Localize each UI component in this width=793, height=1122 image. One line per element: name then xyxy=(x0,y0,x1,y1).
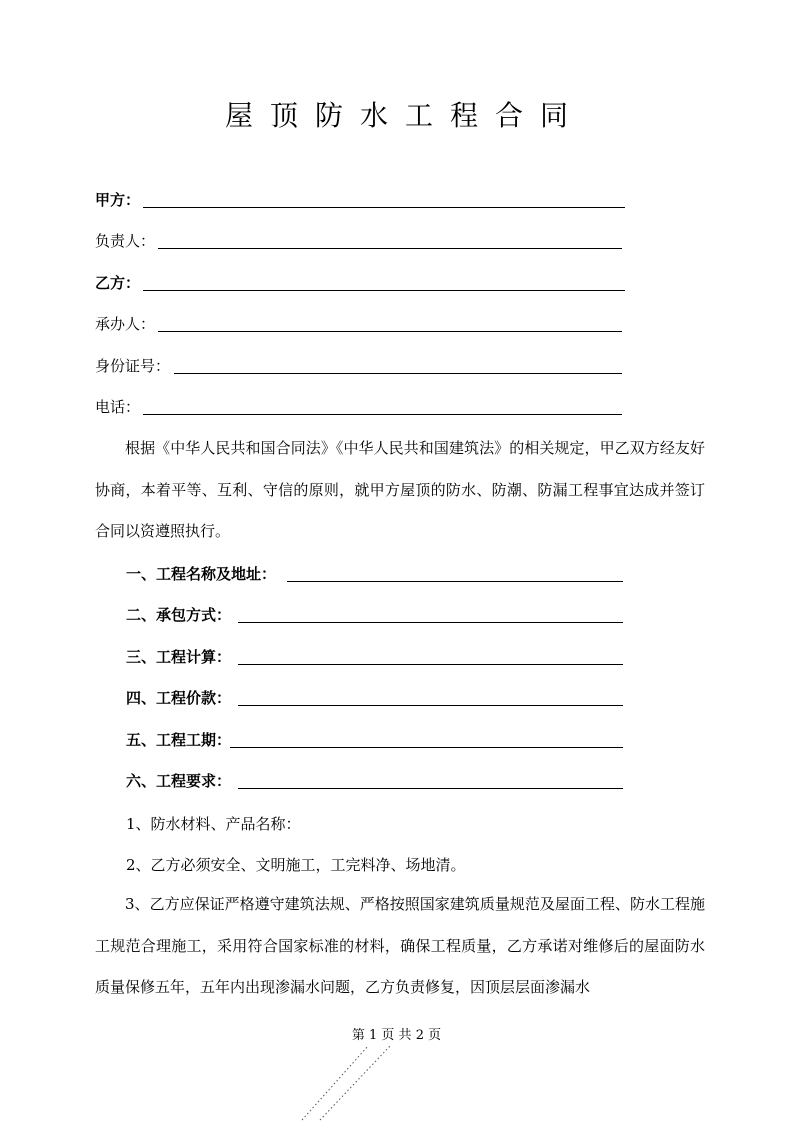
intro-paragraph: 根据《中华人民共和国合同法》《中华人民共和国建筑法》的相关规定，甲乙双方经友好协商，本着平等、互利、守信的原则，就甲方屋顶的防水、防潮、防漏工程事宜达成并签订合同以资遵照执行。 xyxy=(95,439,705,540)
page-number: 第 1 页 共 2 页 xyxy=(351,1028,442,1043)
section-row-2 xyxy=(0,604,793,626)
section-row-6 xyxy=(0,770,793,792)
requirement-item-2: 2、乙方必须安全、文明施工，工完料净、场地清。 xyxy=(126,856,466,874)
party-row-b xyxy=(0,272,793,294)
section-1-field[interactable] xyxy=(287,581,623,582)
section-row-1 xyxy=(0,563,793,585)
section-6-field[interactable] xyxy=(238,788,623,789)
dotted-seal-lines xyxy=(298,1040,418,1122)
party-a-field[interactable] xyxy=(143,207,625,208)
section-5-label: 五、工程工期： xyxy=(126,731,232,749)
section-3-label: 三、工程计算： xyxy=(126,648,232,666)
party-row-b-agent xyxy=(0,313,793,335)
party-row-id xyxy=(0,355,793,377)
section-2-label: 二、承包方式： xyxy=(126,606,232,624)
requirement-item-3: 3、乙方应保证严格遵守建筑法规、严格按照国家建筑质量规范及屋面工程、防水工程施工规范合理施工，采用符合国家标准的材料，确保工程质量，乙方承诺对维修后的屋面防水质量保修五年，五年内出现渗漏水问题，乙方负责修复，因顶层层面渗漏水 xyxy=(95,895,705,996)
party-row-a-manager xyxy=(0,230,793,252)
section-row-3 xyxy=(0,646,793,668)
section-5-field[interactable] xyxy=(230,747,623,748)
section-4-label: 四、工程价款： xyxy=(126,689,232,707)
section-4-field[interactable] xyxy=(238,705,623,706)
party-a-label: 甲方： xyxy=(95,191,141,209)
party-a-manager-label: 负责人： xyxy=(95,232,156,250)
party-b-label: 乙方： xyxy=(95,274,141,292)
id-number-field[interactable] xyxy=(174,373,622,374)
id-number-label: 身份证号： xyxy=(95,357,171,375)
party-b-field[interactable] xyxy=(143,290,625,291)
party-b-agent-field[interactable] xyxy=(158,331,622,332)
party-b-agent-label: 承办人： xyxy=(95,315,156,333)
section-6-label: 六、工程要求： xyxy=(126,772,232,790)
section-1-label: 一、工程名称及地址： xyxy=(126,565,277,583)
phone-field[interactable] xyxy=(143,414,622,415)
section-row-5 xyxy=(0,729,793,751)
party-row-a xyxy=(0,189,793,211)
section-row-4 xyxy=(0,687,793,709)
requirement-item-1: 1、防水材料、产品名称： xyxy=(126,815,301,833)
party-row-phone xyxy=(0,396,793,418)
party-a-manager-field[interactable] xyxy=(158,248,622,249)
section-3-field[interactable] xyxy=(238,664,623,665)
document-title: 屋顶防水工程合同 xyxy=(224,99,585,132)
section-2-field[interactable] xyxy=(238,622,623,623)
phone-label: 电话： xyxy=(95,398,141,416)
